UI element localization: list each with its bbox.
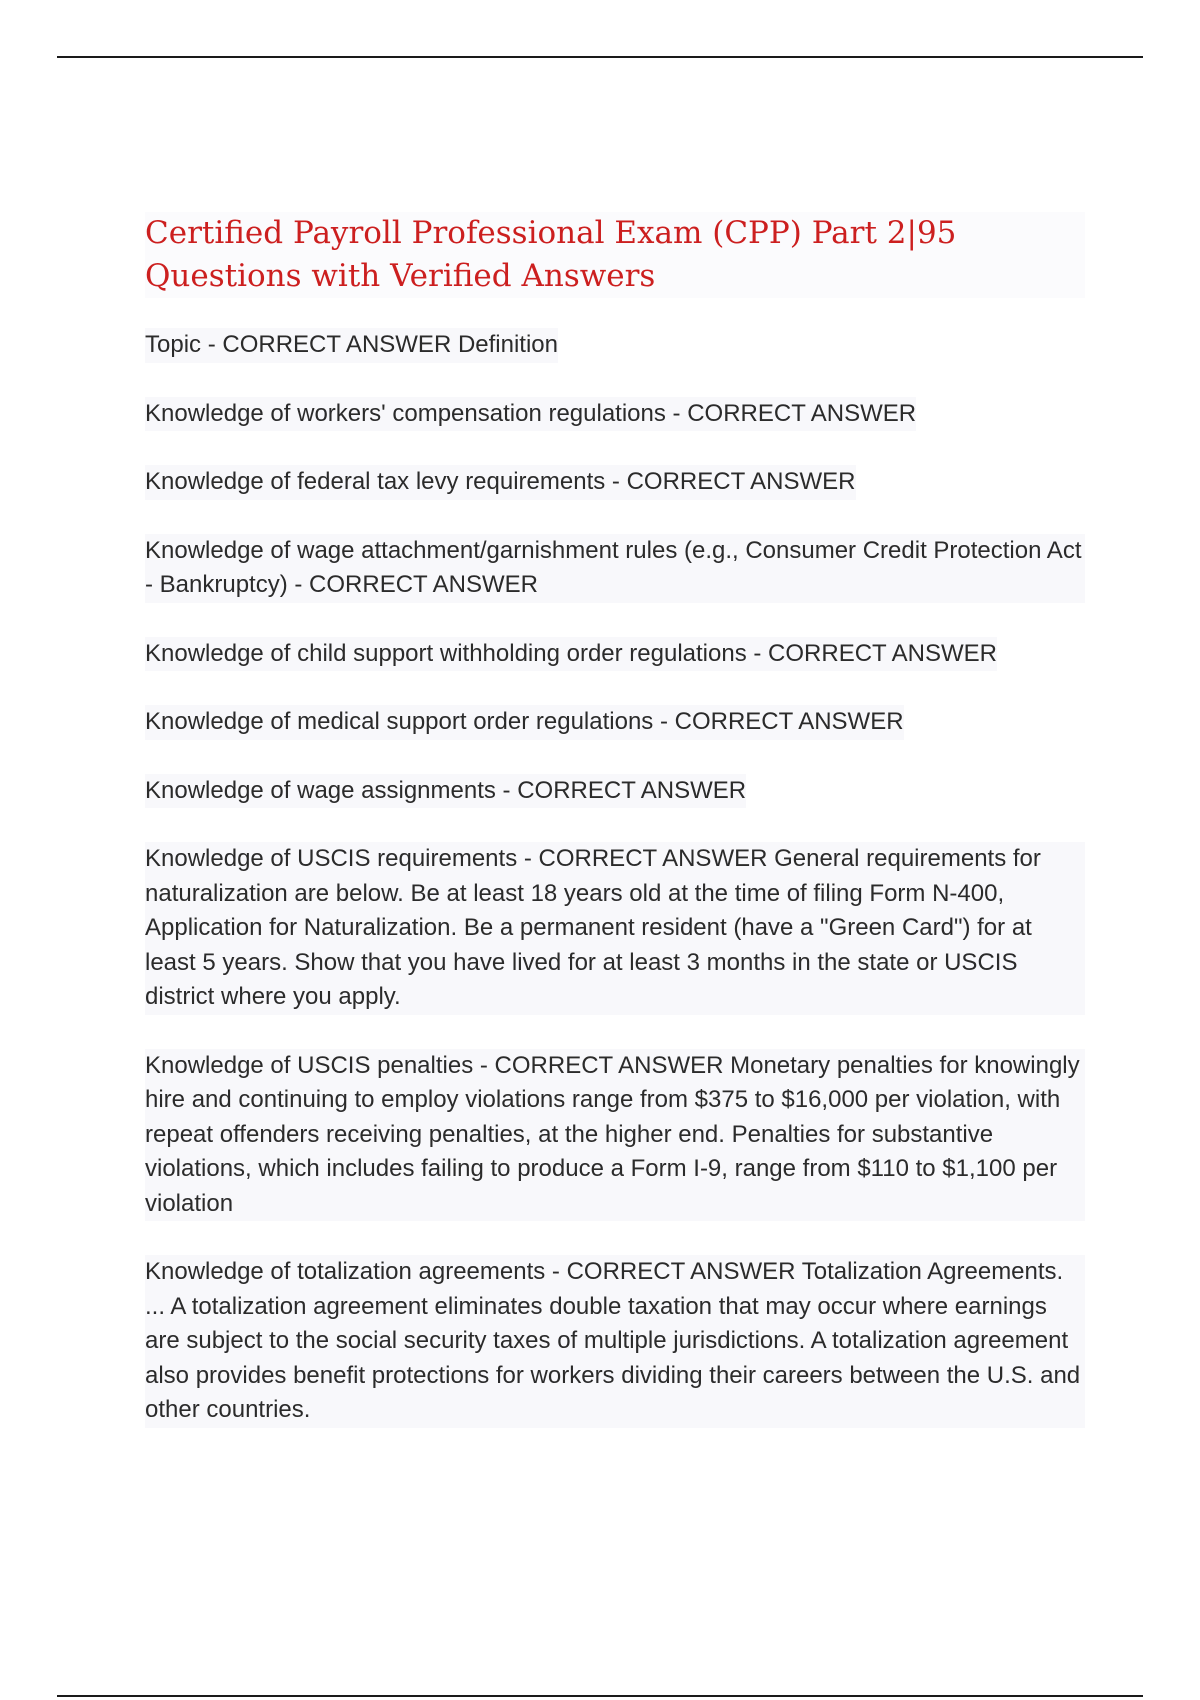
qa-item-wage-attachment: Knowledge of wage attachment/garnishment rules (e.g., Consumer Credit Protection Act - Bankruptcy) - CORRECT ANSWER	[145, 534, 1085, 603]
qa-item-uscis-requirements: Knowledge of USCIS requirements - CORRECT ANSWER General requirements for naturalization are below. Be at least 18 years old at the time of filing Form N-400, Application for Naturalization. Be a permanent resident (have a "Green Card") for at least 5 years. Show that you have lived for at least 3 months in the state or USCIS district where you apply.	[145, 842, 1085, 1015]
qa-list	[145, 328, 1085, 1462]
qa-item-uscis-penalties: Knowledge of USCIS penalties - CORRECT ANSWER Monetary penalties for knowingly hire and continuing to employ violations range from $375 to $16,000 per violation, with repeat offenders receiving penalties, at the higher end. Penalties for substantive violations, which includes failing to produce a Form I-9, range from $110 to $1,100 per violation	[145, 1049, 1085, 1222]
document-body	[145, 212, 1085, 1462]
qa-item-federal-tax-levy: Knowledge of federal tax levy requirements - CORRECT ANSWER	[145, 465, 856, 500]
qa-item-topic: Topic - CORRECT ANSWER Definition	[145, 328, 558, 363]
qa-item-child-support: Knowledge of child support withholding order regulations - CORRECT ANSWER	[145, 637, 997, 672]
footer-rule	[57, 1695, 1143, 1697]
qa-item-totalization-agreements: Knowledge of totalization agreements - CORRECT ANSWER Totalization Agreements. ... A totalization agreement eliminates double taxation that may occur where earnings are subject to the social security taxes of multiple jurisdictions. A totalization agreement also provides benefit protections for workers dividing their careers between the U.S. and other countries.	[145, 1255, 1085, 1428]
qa-item-workers-compensation: Knowledge of workers' compensation regulations - CORRECT ANSWER	[145, 397, 916, 432]
qa-item-wage-assignments: Knowledge of wage assignments - CORRECT ANSWER	[145, 774, 746, 809]
header-rule	[57, 56, 1143, 58]
qa-item-medical-support: Knowledge of medical support order regulations - CORRECT ANSWER	[145, 705, 904, 740]
document-title: Certified Payroll Professional Exam (CPP) Part 2|95 Questions with Verified Answers	[145, 212, 1085, 298]
